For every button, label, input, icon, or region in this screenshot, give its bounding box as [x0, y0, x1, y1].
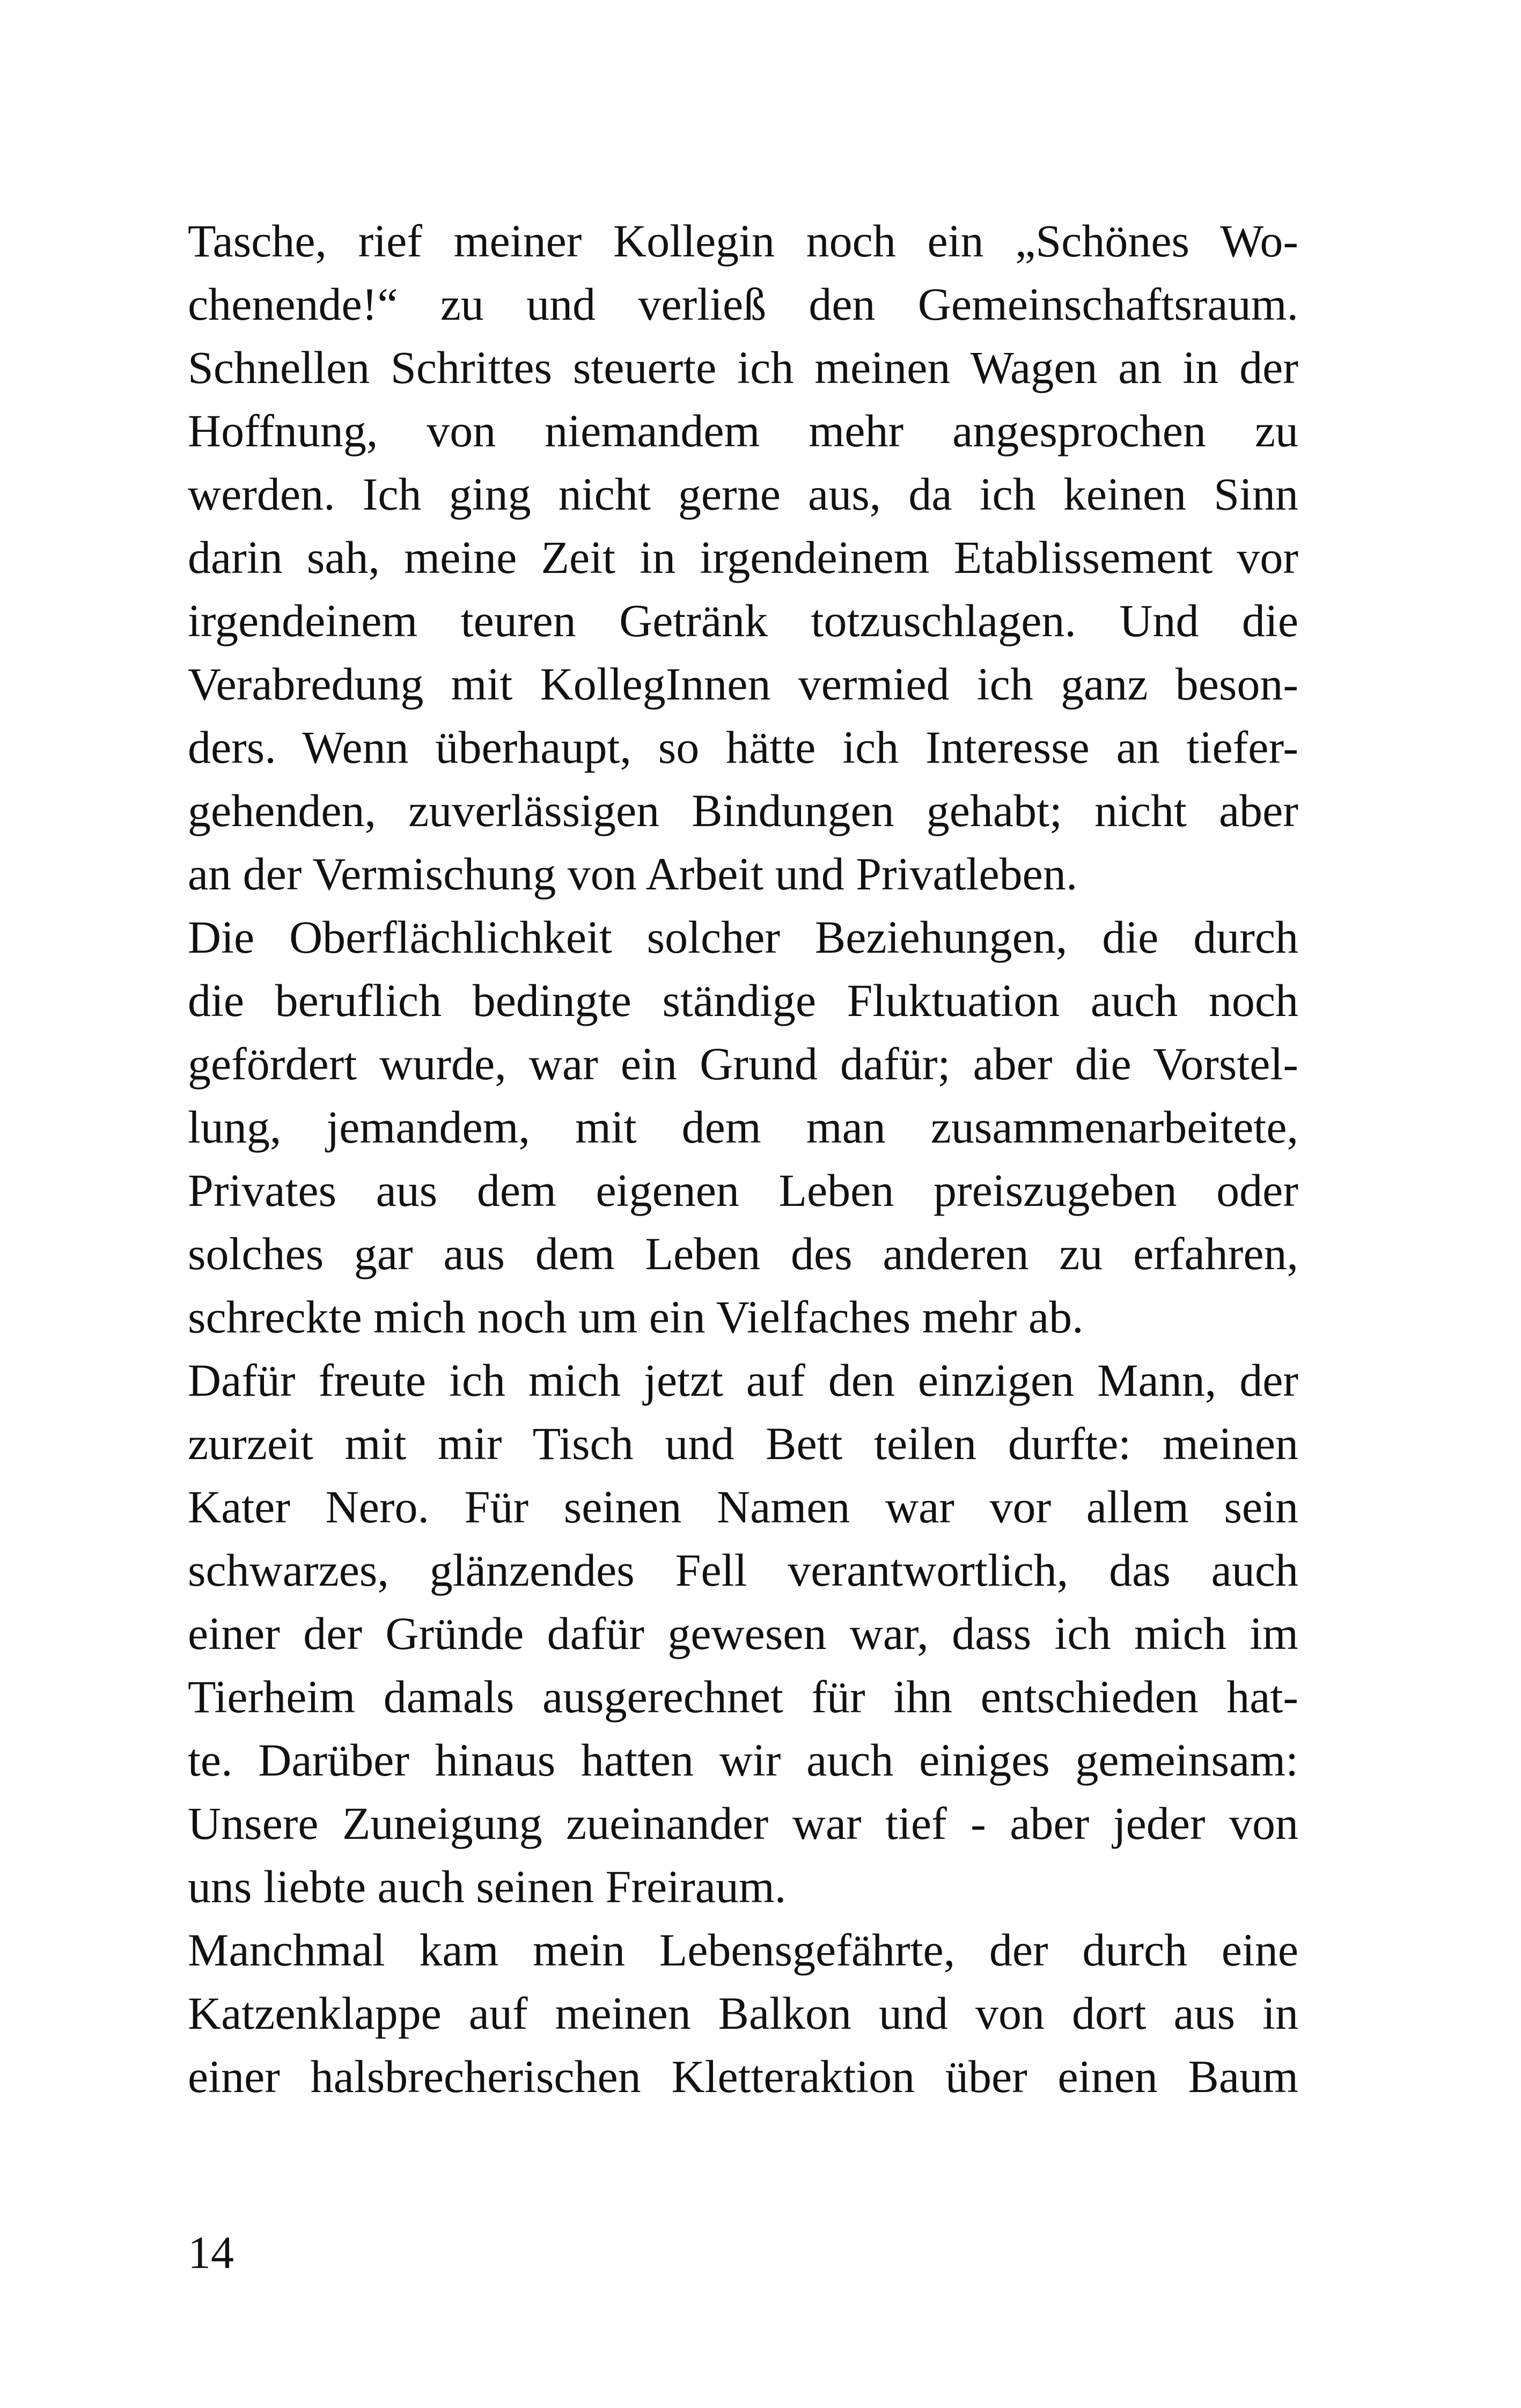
body-text [188, 209, 1298, 2108]
text-line: Schnellen Schrittes steuerte ich meinen Wagen an in der [188, 342, 1298, 393]
text-line: Dafür freute ich mich jetzt auf den einzigen Mann, der [188, 1354, 1298, 1406]
text-line: Verabredung mit KollegInnen vermied ich ganz beson- [188, 658, 1298, 710]
text-line: irgendeinem teuren Getränk totzuschlagen. Und die [188, 595, 1298, 646]
text-line: Die Oberflächlichkeit solcher Beziehungen, die durch [188, 911, 1298, 963]
text-line: schreckte mich noch um ein Vielfaches mehr ab. [188, 1291, 1084, 1343]
text-line: an der Vermischung von Arbeit und Privatleben. [188, 848, 1078, 900]
text-line: Privates aus dem eigenen Leben preiszugeben oder [188, 1165, 1298, 1216]
text-line: te. Darüber hinaus hatten wir auch einiges gemeinsam: [188, 1734, 1298, 1786]
text-line: Tierheim damals ausgerechnet für ihn entschieden hat- [188, 1671, 1298, 1722]
text-line: Unsere Zuneigung zueinander war tief - aber jeder von [188, 1798, 1298, 1849]
text-line: darin sah, meine Zeit in irgendeinem Etablissement vor [188, 532, 1298, 583]
text-line: schwarzes, glänzendes Fell verantwortlich, das auch [188, 1544, 1298, 1596]
text-line: gefördert wurde, war ein Grund dafür; aber die Vorstel- [188, 1038, 1298, 1089]
text-line: die beruflich bedingte ständige Fluktuation auch noch [188, 975, 1298, 1026]
text-line: chenende!“ zu und verließ den Gemeinschaftsraum. [188, 278, 1298, 330]
text-line: zurzeit mit mir Tisch und Bett teilen durfte: meinen [188, 1418, 1298, 1469]
text-line: lung, jemandem, mit dem man zusammenarbeitete, [188, 1101, 1298, 1153]
text-line: werden. Ich ging nicht gerne aus, da ich keinen Sinn [188, 468, 1298, 520]
text-line: solches gar aus dem Leben des anderen zu erfahren, [188, 1228, 1298, 1279]
text-line: einer halsbrecherischen Kletteraktion über einen Baum [188, 2051, 1298, 2102]
text-line: Katzenklappe auf meinen Balkon und von dort aus in [188, 1987, 1298, 2039]
text-line: Kater Nero. Für seinen Namen war vor allem sein [188, 1481, 1298, 1533]
page-number: 14 [188, 2227, 234, 2278]
text-line: einer der Gründe dafür gewesen war, dass ich mich im [188, 1608, 1298, 1659]
text-line: gehenden, zuverlässigen Bindungen gehabt; nicht aber [188, 785, 1298, 836]
text-line: Manchmal kam mein Lebensgefährte, der durch eine [188, 1924, 1298, 1976]
text-line: ders. Wenn überhaupt, so hätte ich Interesse an tiefer- [188, 721, 1298, 773]
text-line: Hoffnung, von niemandem mehr angesprochen zu [188, 405, 1298, 456]
text-line: Tasche, rief meiner Kollegin noch ein „Schönes Wo- [188, 215, 1298, 267]
text-line: uns liebte auch seinen Freiraum. [188, 1861, 787, 1912]
